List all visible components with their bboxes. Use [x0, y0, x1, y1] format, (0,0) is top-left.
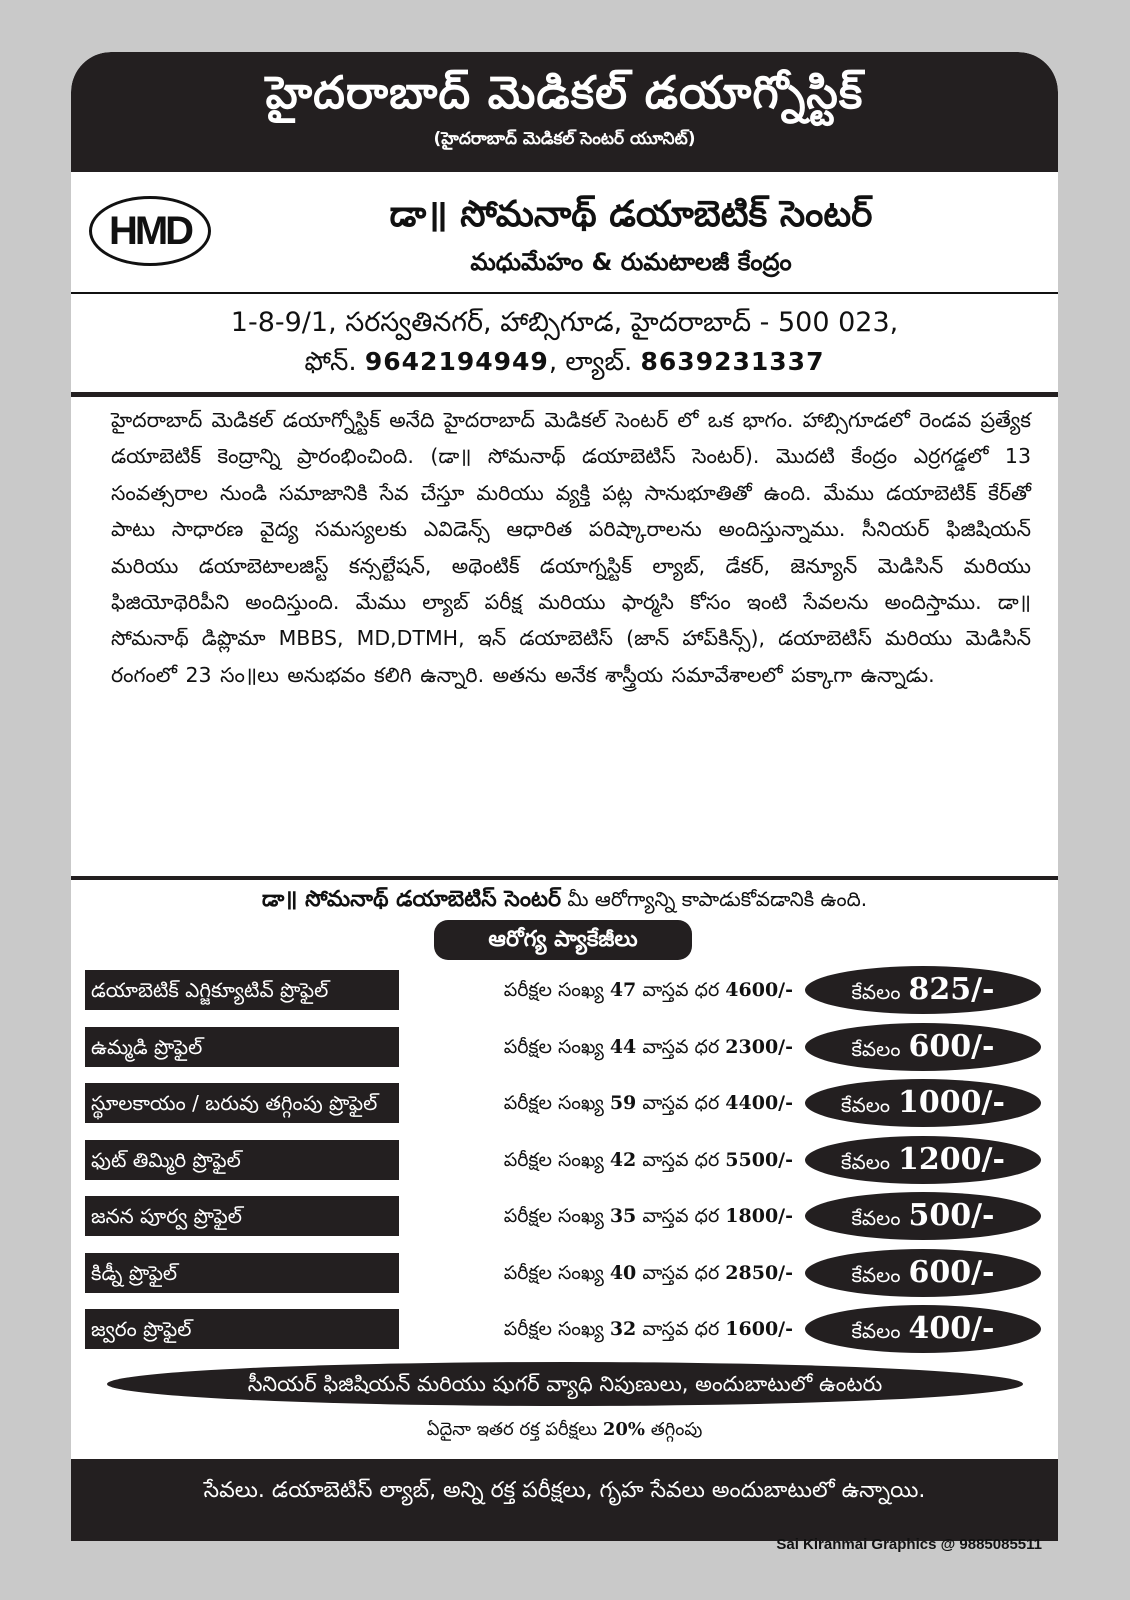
only-label: కేవలం [851, 1036, 901, 1061]
only-label: కేవలం [851, 1319, 901, 1343]
tests-count: 47 [609, 979, 637, 1001]
package-name: ఉమ్మడి ప్రొఫైల్ [85, 1027, 399, 1067]
price-label: వాస్తవ ధర [642, 979, 720, 1001]
package-info [415, 1253, 793, 1293]
header-band [71, 52, 1058, 172]
package-row [85, 1025, 1045, 1069]
original-price: 4400/- [725, 1092, 793, 1114]
package-row [85, 1307, 1045, 1351]
price-label: వాస్తవ ధర [642, 1205, 720, 1227]
package-name: స్థూలకాయం / బరువు తగ్గింపు ప్రొఫైల్ [85, 1083, 399, 1123]
tests-label: పరీక్షల సంఖ్య [503, 1261, 604, 1284]
header-title: హైదరాబాద్ మెడికల్ డయాగ్నోస్టిక్ [265, 66, 864, 119]
offer-badge [805, 1305, 1041, 1353]
center-name: డా॥ సోమనాథ్ డయాబెటిక్ సెంటర్ [389, 194, 873, 235]
original-price: 1800/- [725, 1205, 793, 1227]
tagline-center-name: డా॥ సోమనాథ్ డయాబెటిస్ సెంటర్ [261, 887, 562, 912]
tests-label: పరీక్షల సంఖ్య [503, 1035, 604, 1058]
only-label: కేవలం [851, 980, 901, 1004]
offer-badge [805, 966, 1041, 1014]
lab-label: , ల్యాబ్. [548, 347, 633, 377]
description-paragraph: హైదరాబాద్ మెడికల్ డయాగ్నోస్టిక్ అనేది హైదరాబాద్ మెడికల్ సెంటర్ లో ఒక భాగం. హాబ్సిగూడలో రెండవ ప్రత్యేక డయాబెటిక్ కెంద్రాన్ని ప్రారంభించింది. (డా॥ సోమనాథ్ డయాబెటిస్ సెంటర్). మొదటి కేంద్రం ఎర్రగడ్డలో 13 సంవత్సరాల నుండి సమాజానికి సేవ చేస్తూ మరియు వ్యక్తి పట్ల సానుభూతితో ఉంది. మేము డయాబెటిక్ కేర్‌తో పాటు సాధారణ వైద్య సమస్యలకు ఎవిడెన్స్ ఆధారిత పరిష్కారాలను అందిస్తున్నాము. సీనియర్ ఫిజిషియన్ మరియు డయాబెటాలజిస్ట్ కన్సల్టేషన్, అథెంటిక్ డయాగ్నస్టిక్ ల్యాబ్, డేకర్, జెన్యూన్ మెడిసిన్ మరియు ఫిజియోథెరిపీని అందిస్తుంది. మేము ల్యాబ్ పరీక్ష మరియు ఫార్మసి కోసం ఇంటి సేవలను అందిస్తాము. డా॥ సోమనాథ్ డిప్లొమా MBBS, MD,DTMH, ఇన్ డయాబెటిస్ (జాన్ హాప్‌కిన్స్), డయాబెటిస్ మరియు మెడిసిన్ రంగంలో 23 సం॥లు అనుభవం కలిగి ఉన్నారి. అతను అనేక శాస్త్రీయ సమావేశాలలో పక్కాగా ఉన్నాడు. [111, 408, 1031, 687]
center-subtitle: మధుమేహం & రుమటాలజీ కేంద్రం [470, 248, 792, 276]
tests-count: 42 [609, 1148, 637, 1171]
offer-badge [805, 1192, 1041, 1240]
only-label: కేవలం [851, 1262, 901, 1287]
discount-suffix: తగ్గింపు [650, 1419, 703, 1440]
package-info [415, 1027, 793, 1067]
tagline-text: మీ ఆరోగ్యాన్ని కాపాడుకోవడానికి ఉంది. [561, 887, 868, 911]
only-label: కేవలం [841, 1149, 891, 1174]
original-price: 5500/- [725, 1148, 793, 1171]
price-label: వాస్తవ ధర [642, 1261, 720, 1284]
phone-line [71, 344, 1058, 380]
contact-section [71, 294, 1058, 392]
offer-price: 500/- [908, 1198, 995, 1233]
package-info [415, 1140, 793, 1180]
package-row [85, 1251, 1045, 1295]
tests-label: పరీక్షల సంఖ్య [503, 1318, 604, 1340]
lab-phone-number: 8639231337 [640, 347, 825, 376]
tests-count: 44 [609, 1035, 637, 1058]
discount-note [71, 1416, 1058, 1444]
tests-count: 59 [609, 1092, 637, 1114]
packages-title: ఆరోగ్య ప్యాకేజీలు [434, 920, 692, 960]
phone-number: 9642194949 [364, 347, 549, 376]
tests-label: పరీక్షల సంఖ్య [503, 979, 604, 1001]
footer-services: సేవలు. డయాబెటిస్ ల్యాబ్, అన్ని రక్త పరీక్షలు, గృహ సేవలు అందుబాటులో ఉన్నాయి. [203, 1478, 926, 1503]
offer-badge [805, 1079, 1041, 1127]
tests-label: పరీక్షల సంఖ్య [503, 1092, 604, 1114]
offer-price: 825/- [908, 972, 995, 1007]
package-row [85, 1081, 1045, 1125]
footer-band [71, 1459, 1058, 1541]
original-price: 2300/- [725, 1035, 793, 1058]
brand-section [71, 172, 1058, 294]
package-name: డయాబెటిక్ ఎగ్జిక్యూటివ్ ప్రొఫైల్ [85, 970, 399, 1010]
package-row [85, 1194, 1045, 1238]
flyer-sheet [71, 52, 1058, 1541]
tests-count: 40 [609, 1261, 637, 1284]
offer-price: 1000/- [898, 1085, 1005, 1120]
price-label: వాస్తవ ధర [642, 1035, 720, 1058]
tests-label: పరీక్షల సంఖ్య [503, 1205, 604, 1227]
offer-price: 1200/- [898, 1141, 1005, 1177]
price-label: వాస్తవ ధర [642, 1318, 720, 1340]
offer-badge [805, 1249, 1041, 1297]
phone-label: ఫోన్. [304, 347, 357, 377]
divider-middle [71, 876, 1058, 880]
offer-price: 600/- [908, 1028, 995, 1064]
offer-badge [805, 1136, 1041, 1184]
discount-text: ఏదైనా ఇతర రక్త పరీక్షలు [426, 1419, 598, 1440]
package-info [415, 1196, 793, 1236]
package-name: ఫుట్ తిమ్మిరి ప్రొఫైల్ [85, 1140, 399, 1180]
hmd-logo: HMD [89, 196, 211, 266]
only-label: కేవలం [841, 1093, 891, 1117]
package-row [85, 968, 1045, 1012]
offer-price: 400/- [908, 1311, 995, 1346]
original-price: 1600/- [725, 1318, 793, 1340]
package-name: జనన పూర్వ ప్రొఫైల్ [85, 1196, 399, 1236]
offer-price: 600/- [908, 1254, 995, 1290]
offer-badge [805, 1023, 1041, 1071]
tests-label: పరీక్షల సంఖ్య [503, 1148, 604, 1171]
original-price: 2850/- [725, 1261, 793, 1284]
original-price: 4600/- [725, 979, 793, 1001]
only-label: కేవలం [851, 1206, 901, 1230]
price-label: వాస్తవ ధర [642, 1148, 720, 1171]
design-credit: Sai Kiranmai Graphics @ 9885085511 [776, 1536, 1042, 1553]
package-name: కిడ్నీ ప్రొఫైల్ [85, 1253, 399, 1293]
tests-count: 32 [609, 1318, 637, 1340]
package-row [85, 1138, 1045, 1182]
discount-percent: 20% [602, 1419, 645, 1440]
specialist-banner: సీనియర్ ఫిజిషియన్ మరియు షుగర్ వ్యాధి నిపుణులు, అందుబాటులో ఉంటరు [107, 1362, 1023, 1406]
divider-top [71, 392, 1058, 397]
package-info [415, 970, 793, 1010]
address: 1-8-9/1, సరస్వతినగర్, హాబ్సిగూడ, హైదరాబాద్ - 500 023, [230, 307, 899, 338]
price-label: వాస్తవ ధర [642, 1092, 720, 1114]
package-info [415, 1309, 793, 1349]
package-name: జ్వరం ప్రొఫైల్ [85, 1309, 399, 1349]
tagline [71, 884, 1058, 915]
tests-count: 35 [609, 1205, 637, 1227]
header-subtitle: (హైదరాబాద్ మెడికల్ సెంటర్ యూనిట్) [433, 129, 696, 149]
package-info [415, 1083, 793, 1123]
